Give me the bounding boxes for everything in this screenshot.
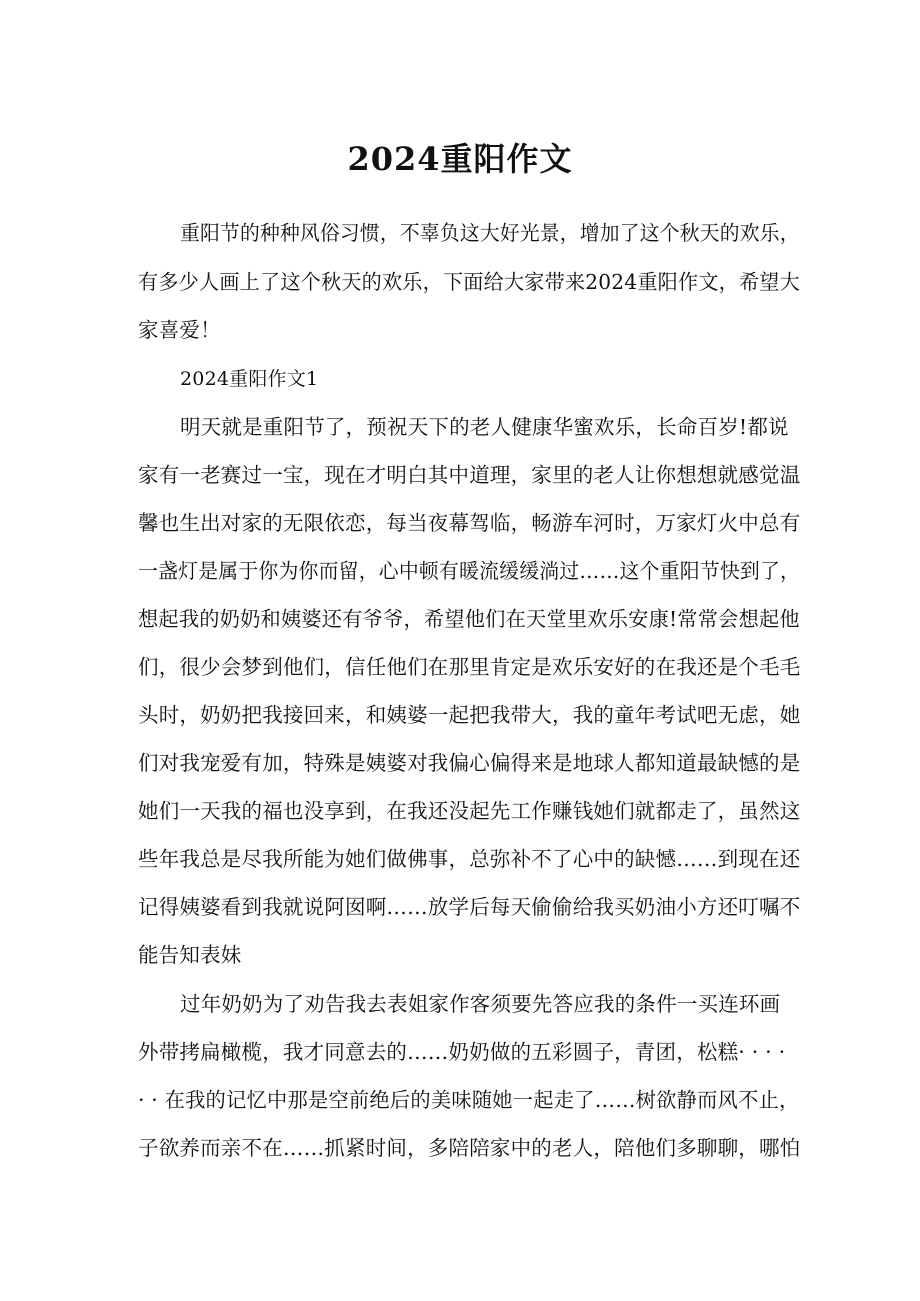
intro-line: 重阳节的种种风俗习惯，不辜负这大好光景，增加了这个秋天的欢乐， [180, 221, 800, 245]
paragraph-line: 们对我宠爱有加，特殊是姨婆对我偏心偏得来是地球人都知道最缺憾的是 [138, 751, 801, 775]
paragraph-line: 们，很少会梦到他们，信任他们在那里肯定是欢乐安好的在我还是个毛毛 [138, 655, 801, 679]
document-title: 2024重阳作文 [347, 140, 573, 178]
paragraph-line: 过年奶奶为了劝告我去表姐家作客须要先答应我的条件一买连环画 [180, 992, 781, 1016]
paragraph-line: 些年我总是尽我所能为她们做佛事，总弥补不了心中的缺憾……到现在还 [138, 847, 801, 871]
paragraph-line: 馨也生出对家的无限依恋，每当夜幕驾临，畅游车河时，万家灯火中总有 [138, 511, 801, 535]
paragraph-line: 外带拷扁橄榄，我才同意去的……奶奶做的五彩圆子，青团，松糕· · · · [138, 1040, 786, 1064]
paragraph-line: 头时，奶奶把我接回来，和姨婆一起把我带大，我的童年考试吧无虑，她 [138, 703, 801, 727]
paragraph-line: 记得姨婆看到我就说阿囡啊……放学后每天偷偷给我买奶油小方还叮嘱不 [138, 895, 801, 919]
paragraph-line: 明天就是重阳节了，预祝天下的老人健康华蜜欢乐，长命百岁!都说 [180, 415, 789, 439]
paragraph-line: 家有一老赛过一宝，现在才明白其中道理，家里的老人让你想想就感觉温 [138, 463, 801, 487]
section-heading: 2024重阳作文1 [180, 368, 319, 390]
intro-line: 有多少人画上了这个秋天的欢乐，下面给大家带来2024重阳作文，希望大 [138, 270, 800, 294]
paragraph-line: 能告知表妹 [138, 943, 242, 967]
paragraph-line: 想起我的奶奶和姨婆还有爷爷，希望他们在天堂里欢乐安康!常常会想起他 [138, 607, 800, 631]
intro-line: 家喜爱！ [138, 318, 221, 342]
paragraph-line: · · 在我的记忆中那是空前绝后的美味随她一起走了……树欲静而风不止， [138, 1088, 800, 1112]
paragraph-line: 一盏灯是属于你为你而留，心中顿有暖流缓缓淌过……这个重阳节快到了， [138, 559, 801, 583]
paragraph-line: 子欲养而亲不在……抓紧时间，多陪陪家中的老人，陪他们多聊聊，哪怕 [138, 1136, 801, 1160]
paragraph-line: 她们一天我的福也没享到，在我还没起先工作赚钱她们就都走了，虽然这 [138, 799, 801, 823]
